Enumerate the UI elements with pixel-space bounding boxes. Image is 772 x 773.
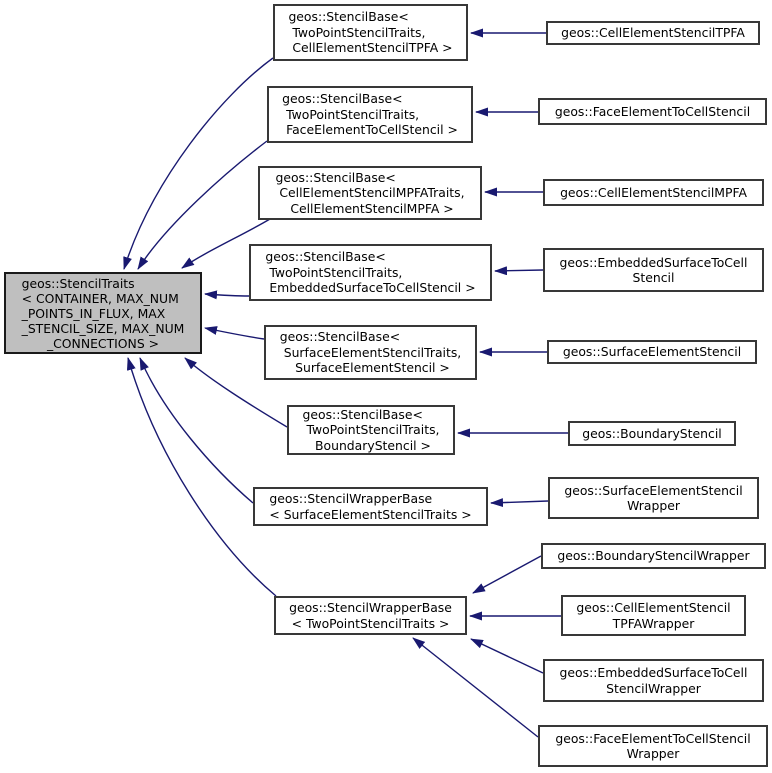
edge-embeddedsurfacetocellstencil-to-stencilbase [495,270,543,271]
edge-stencilwrapperbase-surfaceelement-to-stenciltraits [140,358,253,503]
node-stencilwrapperbase-twopointstenciltraits[interactable]: geos::StencilWrapperBase < TwoPointStencilTraits > [274,596,467,635]
node-cellelementstenciltpfa[interactable]: geos::CellElementStencilTPFA [546,21,760,45]
node-stencilbase-boundarystencil[interactable]: geos::StencilBase< TwoPointStencilTraits, BoundaryStencil > [287,405,455,455]
node-faceelementtocellstencilwrapper[interactable]: geos::FaceElementToCellStencil Wrapper [538,725,768,767]
node-surfaceelementstencilwrapper[interactable]: geos::SurfaceElementStencil Wrapper [548,477,759,519]
edge-stencilbase-faceelementtocell-to-stenciltraits [138,141,267,269]
edge-faceelementtocellstencilwrapper-to-wrapperbase [413,638,538,737]
node-stencilbase-cellelementstenciltpfa[interactable]: geos::StencilBase< TwoPointStencilTraits, CellElementStencilTPFA > [273,4,468,61]
edge-embeddedsurfacetocellstencilwrapper-to-wrapperbase [471,639,543,673]
node-surfaceelementstencil[interactable]: geos::SurfaceElementStencil [547,340,757,364]
edge-stencilbase-tpfa-to-stenciltraits [124,58,273,269]
node-stencilwrapperbase-surfaceelementstenciltraits[interactable]: geos::StencilWrapperBase < SurfaceElementStencilTraits > [253,487,488,526]
edge-surfaceelementstencilwrapper-to-wrapperbase [491,501,548,503]
node-boundarystencil[interactable]: geos::BoundaryStencil [568,421,736,446]
node-stencilbase-faceelementtocellstencil[interactable]: geos::StencilBase< TwoPointStencilTraits, FaceElementToCellStencil > [267,86,473,143]
node-stencilbase-surfaceelementstencil[interactable]: geos::StencilBase< SurfaceElementStencilTraits, SurfaceElementStencil > [264,325,477,380]
edge-boundarystencilwrapper-to-wrapperbase [473,556,541,593]
node-embeddedsurfacetocellstencilwrapper[interactable]: geos::EmbeddedSurfaceToCell StencilWrapper [543,659,764,702]
node-stencilbase-cellelementstencilmpfa[interactable]: geos::StencilBase< CellElementStencilMPFATraits, CellElementStencilMPFA > [258,166,482,220]
node-embeddedsurfacetocellstencil[interactable]: geos::EmbeddedSurfaceToCell Stencil [543,248,764,292]
edge-stencilbase-surfaceelement-to-stenciltraits [205,328,264,339]
node-stenciltraits-label: geos::StencilTraits < CONTAINER, MAX_NUM _POINTS_IN_FLUX, MAX _STENCIL_SIZE, MAX_NUM _CONNECTIONS > [21,275,185,351]
edge-stencilbase-embeddedsurfacetocell-to-stenciltraits [205,294,249,296]
edge-stencilwrapperbase-twopoint-to-stenciltraits [128,358,276,596]
node-faceelementtocellstencil[interactable]: geos::FaceElementToCellStencil [538,98,767,125]
node-stencilbase-embeddedsurfacetocellstencil[interactable]: geos::StencilBase< TwoPointStencilTraits, EmbeddedSurfaceToCellStencil > [249,244,492,301]
node-cellelementstenciltpfawrapper[interactable]: geos::CellElementStencil TPFAWrapper [561,595,746,636]
node-cellelementstencilmpfa[interactable]: geos::CellElementStencilMPFA [543,179,764,206]
node-boundarystencilwrapper[interactable]: geos::BoundaryStencilWrapper [541,543,766,569]
node-stenciltraits [4,272,202,354]
